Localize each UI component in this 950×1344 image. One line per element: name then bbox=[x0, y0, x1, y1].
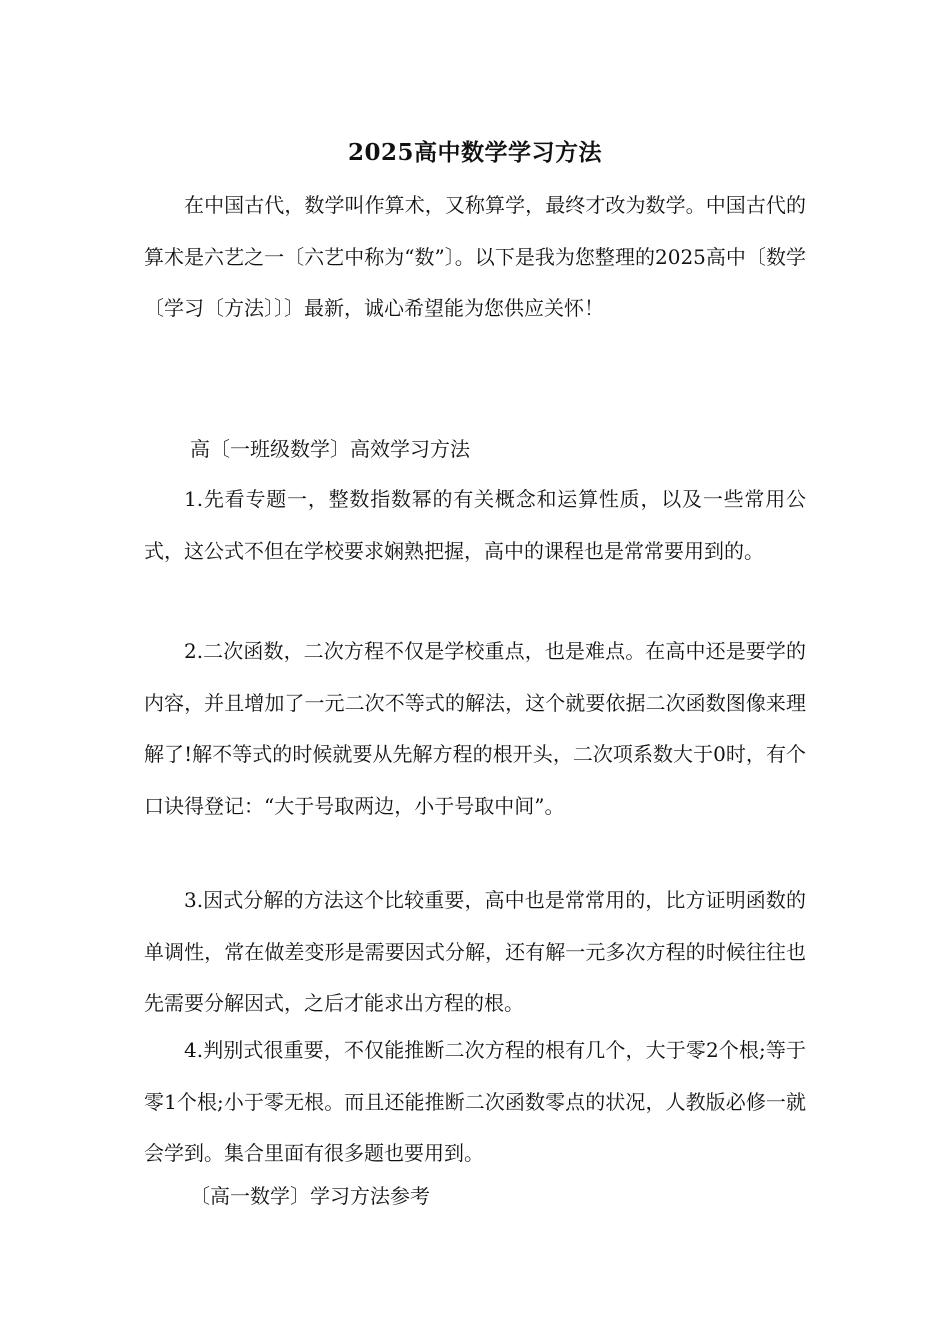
list-item: 1.先看专题一，整数指数幂的有关概念和运算性质，以及一些常用公式，这公式不但在学校要求娴熟把握，高中的课程也是常常要用到的。 bbox=[144, 487, 806, 563]
list-item: 2.二次函数，二次方程不仅是学校重点，也是难点。在高中还是要学的内容，并且增加了一元二次不等式的解法，这个就要依据二次函数图像来理解了!解不等式的时候就要从先解方程的根开头，二次项系数大于0时，有个口诀得登记：“大于号取两边，小于号取中间”。 bbox=[144, 639, 806, 818]
document-title: 2025高中数学学习方法 bbox=[347, 139, 602, 166]
section-heading-efficient-methods: 高〔一班级数学〕高效学习方法 bbox=[190, 437, 470, 461]
intro-paragraph: 在中国古代，数学叫作算术，又称算学，最终才改为数学。中国古代的算术是六艺之一〔六艺中称为“数”〕。以下是我为您整理的2025高中〔数学〔学习〔方法〕〕〕最新，诚心希望能为您供应关怀！ bbox=[144, 193, 806, 320]
list-item: 4.判别式很重要，不仅能推断二次方程的根有几个，大于零2个根;等于零1个根;小于零无根。而且还能推断二次函数零点的状况，人教版必修一就会学到。集合里面有很多题也要用到。 bbox=[144, 1038, 806, 1165]
section-heading-method-reference: 〔高一数学〕学习方法参考 bbox=[190, 1184, 430, 1208]
list-item: 3.因式分解的方法这个比较重要，高中也是常常用的，比方证明函数的单调性，常在做差变形是需要因式分解，还有解一元多次方程的时候往往也先需要分解因式，之后才能求出方程的根。 bbox=[144, 888, 806, 1015]
